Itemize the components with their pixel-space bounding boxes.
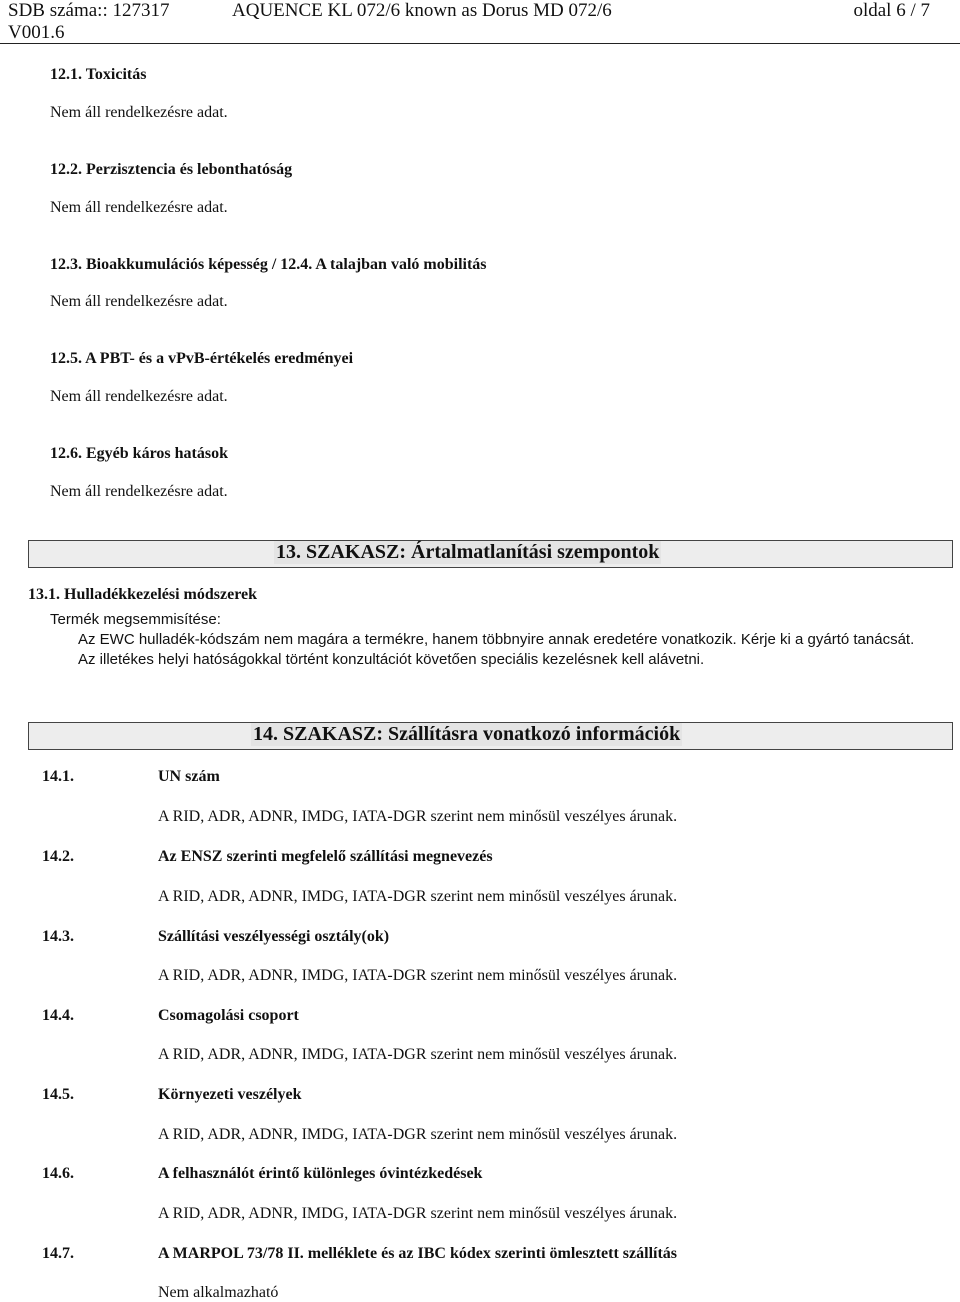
section-14-7-text: Nem alkalmazható <box>158 1284 279 1301</box>
document-version: V001.6 <box>8 22 65 43</box>
section-12-2-text: Nem áll rendelkezésre adat. <box>50 199 228 216</box>
section-14-3-text: A RID, ADR, ADNR, IMDG, IATA-DGR szerint nem minősül veszélyes árunak. <box>158 967 678 984</box>
section-14-6-title: A felhasználót érintő különleges óvintézkedések <box>158 1165 483 1182</box>
section-14-1-number: 14.1. <box>42 768 74 785</box>
product-name: AQUENCE KL 072/6 known as Dorus MD 072/6 <box>232 0 612 21</box>
section-14-4-text: A RID, ADR, ADNR, IMDG, IATA-DGR szerint nem minősül veszélyes árunak. <box>158 1046 678 1063</box>
section-14-1-text: A RID, ADR, ADNR, IMDG, IATA-DGR szerint nem minősül veszélyes árunak. <box>158 808 678 825</box>
section-12-1-text: Nem áll rendelkezésre adat. <box>50 104 228 121</box>
section-12-2-title: 12.2. Perzisztencia és lebonthatóság <box>50 161 293 178</box>
product-disposal-label: Termék megsemmisítése: <box>50 611 221 628</box>
section-12-3-title: 12.3. Bioakkumulációs képesség / 12.4. A talajban való mobilitás <box>50 256 487 273</box>
section-14-3-title: Szállítási veszélyességi osztály(ok) <box>158 928 390 945</box>
section-12-5-title: 12.5. A PBT- és a vPvB-értékelés eredményei <box>50 350 354 367</box>
section-14-1-title: UN szám <box>158 768 220 785</box>
section-12-5-text: Nem áll rendelkezésre adat. <box>50 388 228 405</box>
section-12-6-text: Nem áll rendelkezésre adat. <box>50 483 228 500</box>
section-14-7-number: 14.7. <box>42 1245 74 1262</box>
section-14-5-title: Környezeti veszélyek <box>158 1086 302 1103</box>
disposal-line-2: Az illetékes helyi hatóságokkal történt konzultációt követően speciális kezelésnek kell alávetni. <box>78 651 705 668</box>
section-13-title: 13. SZAKASZ: Ártalmatlanítási szempontok <box>276 541 660 563</box>
section-14-2-text: A RID, ADR, ADNR, IMDG, IATA-DGR szerint nem minősül veszélyes árunak. <box>158 888 678 905</box>
section-14-6-text: A RID, ADR, ADNR, IMDG, IATA-DGR szerint nem minősül veszélyes árunak. <box>158 1205 678 1222</box>
section-14-2-title: Az ENSZ szerinti megfelelő szállítási megnevezés <box>158 848 493 865</box>
section-13-1-title: 13.1. Hulladékkezelési módszerek <box>28 586 258 603</box>
section-12-1-title: 12.1. Toxicitás <box>50 66 147 83</box>
page-number: oldal 6 / 7 <box>853 0 930 21</box>
section-14-5-text: A RID, ADR, ADNR, IMDG, IATA-DGR szerint nem minősül veszélyes árunak. <box>158 1126 678 1143</box>
disposal-line-1: Az EWC hulladék-kódszám nem magára a termékre, hanem többnyire annak eredetére vonatkozik. Kérje ki a gyártó tanácsát. <box>78 631 915 648</box>
section-14-6-number: 14.6. <box>42 1165 74 1182</box>
section-14-2-number: 14.2. <box>42 848 74 865</box>
section-14-title: 14. SZAKASZ: Szállításra vonatkozó információk <box>253 723 681 745</box>
section-12-6-title: 12.6. Egyéb káros hatások <box>50 445 228 462</box>
section-14-5-number: 14.5. <box>42 1086 74 1103</box>
sdb-number: SDB száma:: 127317 <box>8 0 170 21</box>
section-14-4-number: 14.4. <box>42 1007 74 1024</box>
header-rule <box>0 43 960 44</box>
section-14-7-title: A MARPOL 73/78 II. melléklete és az IBC kódex szerinti ömlesztett szállítás <box>158 1245 678 1262</box>
section-12-3-text: Nem áll rendelkezésre adat. <box>50 293 228 310</box>
section-14-3-number: 14.3. <box>42 928 74 945</box>
section-14-4-title: Csomagolási csoport <box>158 1007 299 1024</box>
